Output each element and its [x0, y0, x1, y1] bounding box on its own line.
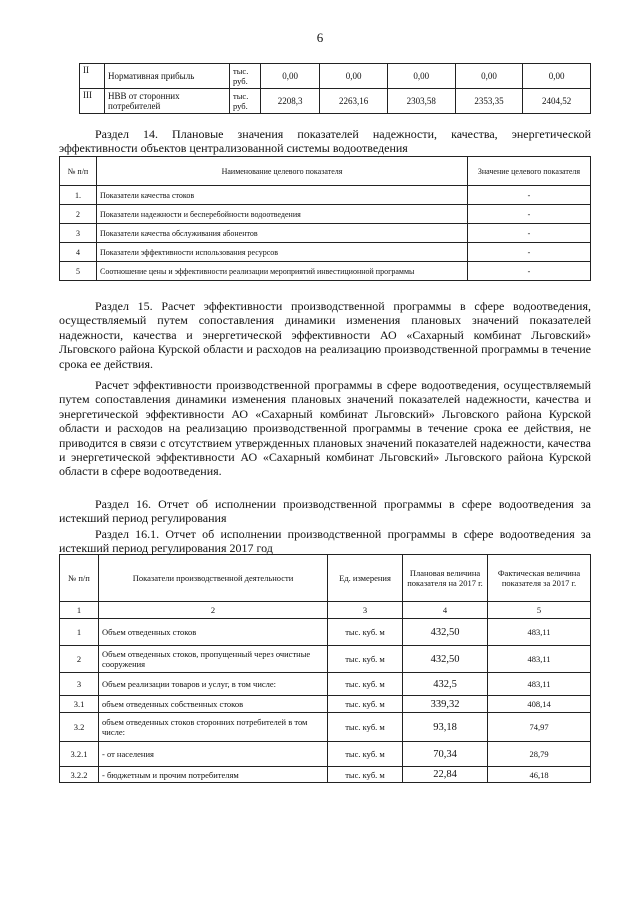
row-fact: 46,18 — [488, 767, 591, 783]
row-unit: тыс. руб. — [230, 64, 261, 89]
row-plan: 432,50 — [403, 646, 488, 673]
row-unit: тыс. куб. м — [328, 619, 403, 646]
row-value: 2263,16 — [320, 89, 388, 114]
table-row — [60, 243, 591, 262]
row-value: 0,00 — [523, 64, 591, 89]
row-name: Показатели качества стоков — [97, 186, 468, 205]
header-name: Показатели производственной деятельности — [99, 555, 328, 602]
row-plan: 22,84 — [403, 767, 488, 783]
row-value: 2353,35 — [455, 89, 523, 114]
row-name: Показатели эффективности использования ресурсов — [97, 243, 468, 262]
header-plan: Плановая величина показателя на 2017 г. — [403, 555, 488, 602]
table-header — [60, 555, 591, 602]
table-row — [60, 742, 591, 767]
row-number: 3 — [60, 224, 97, 243]
col-number: 2 — [99, 602, 328, 619]
header-num: № п/п — [60, 157, 97, 186]
row-name: - бюджетным и прочим потребителям — [99, 767, 328, 783]
row-unit: тыс. куб. м — [328, 713, 403, 742]
section-16-1-table — [59, 554, 591, 783]
row-unit: тыс. куб. м — [328, 767, 403, 783]
row-value: 0,00 — [320, 64, 388, 89]
row-plan: 93,18 — [403, 713, 488, 742]
row-number: III — [80, 89, 105, 114]
table-row — [60, 619, 591, 646]
header-name: Наименование целевого показателя — [97, 157, 468, 186]
section-16-1-title: Раздел 16.1. Отчет об исполнении производственной программы в сфере водоотведения за истекший период регулирования 2017 год — [59, 527, 591, 556]
table-row — [60, 262, 591, 281]
row-unit: тыс. куб. м — [328, 696, 403, 713]
header-unit: Ед. измерения — [328, 555, 403, 602]
table-row — [60, 205, 591, 224]
row-fact: 28,79 — [488, 742, 591, 767]
col-number: 3 — [328, 602, 403, 619]
section-14-table — [59, 156, 591, 281]
row-number: 3.2.1 — [60, 742, 99, 767]
row-number: 2 — [60, 646, 99, 673]
row-unit: тыс. куб. м — [328, 673, 403, 696]
row-unit: тыс. куб. м — [328, 646, 403, 673]
col-number: 4 — [403, 602, 488, 619]
row-value: 0,00 — [261, 64, 320, 89]
row-fact: 408,14 — [488, 696, 591, 713]
row-plan: 432,50 — [403, 619, 488, 646]
row-name: объем отведенных стоков сторонних потребителей в том числе: — [99, 713, 328, 742]
col-number: 1 — [60, 602, 99, 619]
row-unit: тыс. куб. м — [328, 742, 403, 767]
row-name: Объем реализации товаров и услуг, в том числе: — [99, 673, 328, 696]
table-row — [60, 673, 591, 696]
row-name: - от населения — [99, 742, 328, 767]
row-name: Показатели надежности и бесперебойности водоотведения — [97, 205, 468, 224]
page-number: 6 — [316, 30, 324, 45]
table-row — [60, 224, 591, 243]
table-row — [60, 696, 591, 713]
row-value: 0,00 — [387, 64, 455, 89]
column-numbers-row — [60, 602, 591, 619]
table-row — [60, 646, 591, 673]
row-fact: 483,11 — [488, 673, 591, 696]
row-number: 3 — [60, 673, 99, 696]
row-value: 2208,3 — [261, 89, 320, 114]
row-plan: 432,5 — [403, 673, 488, 696]
row-name: НВВ от сторонних потребителей — [105, 89, 230, 114]
row-number: 3.2 — [60, 713, 99, 742]
row-unit: тыс. руб. — [230, 89, 261, 114]
row-number: 3.1 — [60, 696, 99, 713]
row-plan: 339,32 — [403, 696, 488, 713]
row-value: - — [468, 186, 591, 205]
section-15-paragraph-1: Раздел 15. Расчет эффективности производственной программы в сфере водоотведения, осуществляемый путем сопоставления динамики изменения плановых значений показателей надежности, качества и энергетической эффективности АО «Сахарный комбинат Льговский» Льговского района Курской области и расходов на реализацию производственной программы в течение срока ее действия. — [59, 299, 591, 371]
row-value: 2303,58 — [387, 89, 455, 114]
row-name: Показатели качества обслуживания абонентов — [97, 224, 468, 243]
row-fact: 74,97 — [488, 713, 591, 742]
row-name: Объем отведенных стоков, пропущенный через очистные сооружения — [99, 646, 328, 673]
row-number: 3.2.2 — [60, 767, 99, 783]
row-number: 5 — [60, 262, 97, 281]
section-16-title: Раздел 16. Отчет об исполнении производственной программы в сфере водоотведения за истекший период регулирования — [59, 497, 591, 526]
table-row — [60, 767, 591, 783]
table-header — [60, 157, 591, 186]
header-value: Значение целевого показателя — [468, 157, 591, 186]
row-fact: 483,11 — [488, 646, 591, 673]
table-row — [60, 186, 591, 205]
row-value: 0,00 — [455, 64, 523, 89]
row-value: - — [468, 243, 591, 262]
row-number: 1. — [60, 186, 97, 205]
table-row — [60, 713, 591, 742]
row-number: 1 — [60, 619, 99, 646]
row-value: - — [468, 224, 591, 243]
header-num: № п/п — [60, 555, 99, 602]
section-15-paragraph-2: Расчет эффективности производственной программы в сфере водоотведения, осуществляемый путем сопоставления динамики изменения плановых значений показателей надежности, качества и энергетической эффективности АО «Сахарный комбинат Льговский» Льговского района Курской области и расходов на реализацию производственной программы в течение срока ее действия, не приводится в связи с отсутствием утвержденных плановых значений показателей надежности, качества и энергетической эффективности АО «Сахарный комбинат Льговский» Льговского района Курской области в сфере водоотведения. — [59, 378, 591, 479]
row-fact: 483,11 — [488, 619, 591, 646]
row-name: объем отведенных собственных стоков — [99, 696, 328, 713]
row-name: Объем отведенных стоков — [99, 619, 328, 646]
table-row — [80, 64, 591, 89]
row-name: Соотношение цены и эффективности реализации мероприятий инвестиционной программы — [97, 262, 468, 281]
row-number: 2 — [60, 205, 97, 224]
header-fact: Фактическая величина показателя за 2017 г. — [488, 555, 591, 602]
row-number: II — [80, 64, 105, 89]
top-table — [79, 63, 591, 114]
col-number: 5 — [488, 602, 591, 619]
section-14-title: Раздел 14. Плановые значения показателей надежности, качества, энергетической эффективности объектов централизованной системы водоотведения — [59, 127, 591, 156]
row-number: 4 — [60, 243, 97, 262]
row-value: - — [468, 205, 591, 224]
row-name: Нормативная прибыль — [105, 64, 230, 89]
table-row — [80, 89, 591, 114]
row-plan: 70,34 — [403, 742, 488, 767]
row-value: 2404,52 — [523, 89, 591, 114]
row-value: - — [468, 262, 591, 281]
